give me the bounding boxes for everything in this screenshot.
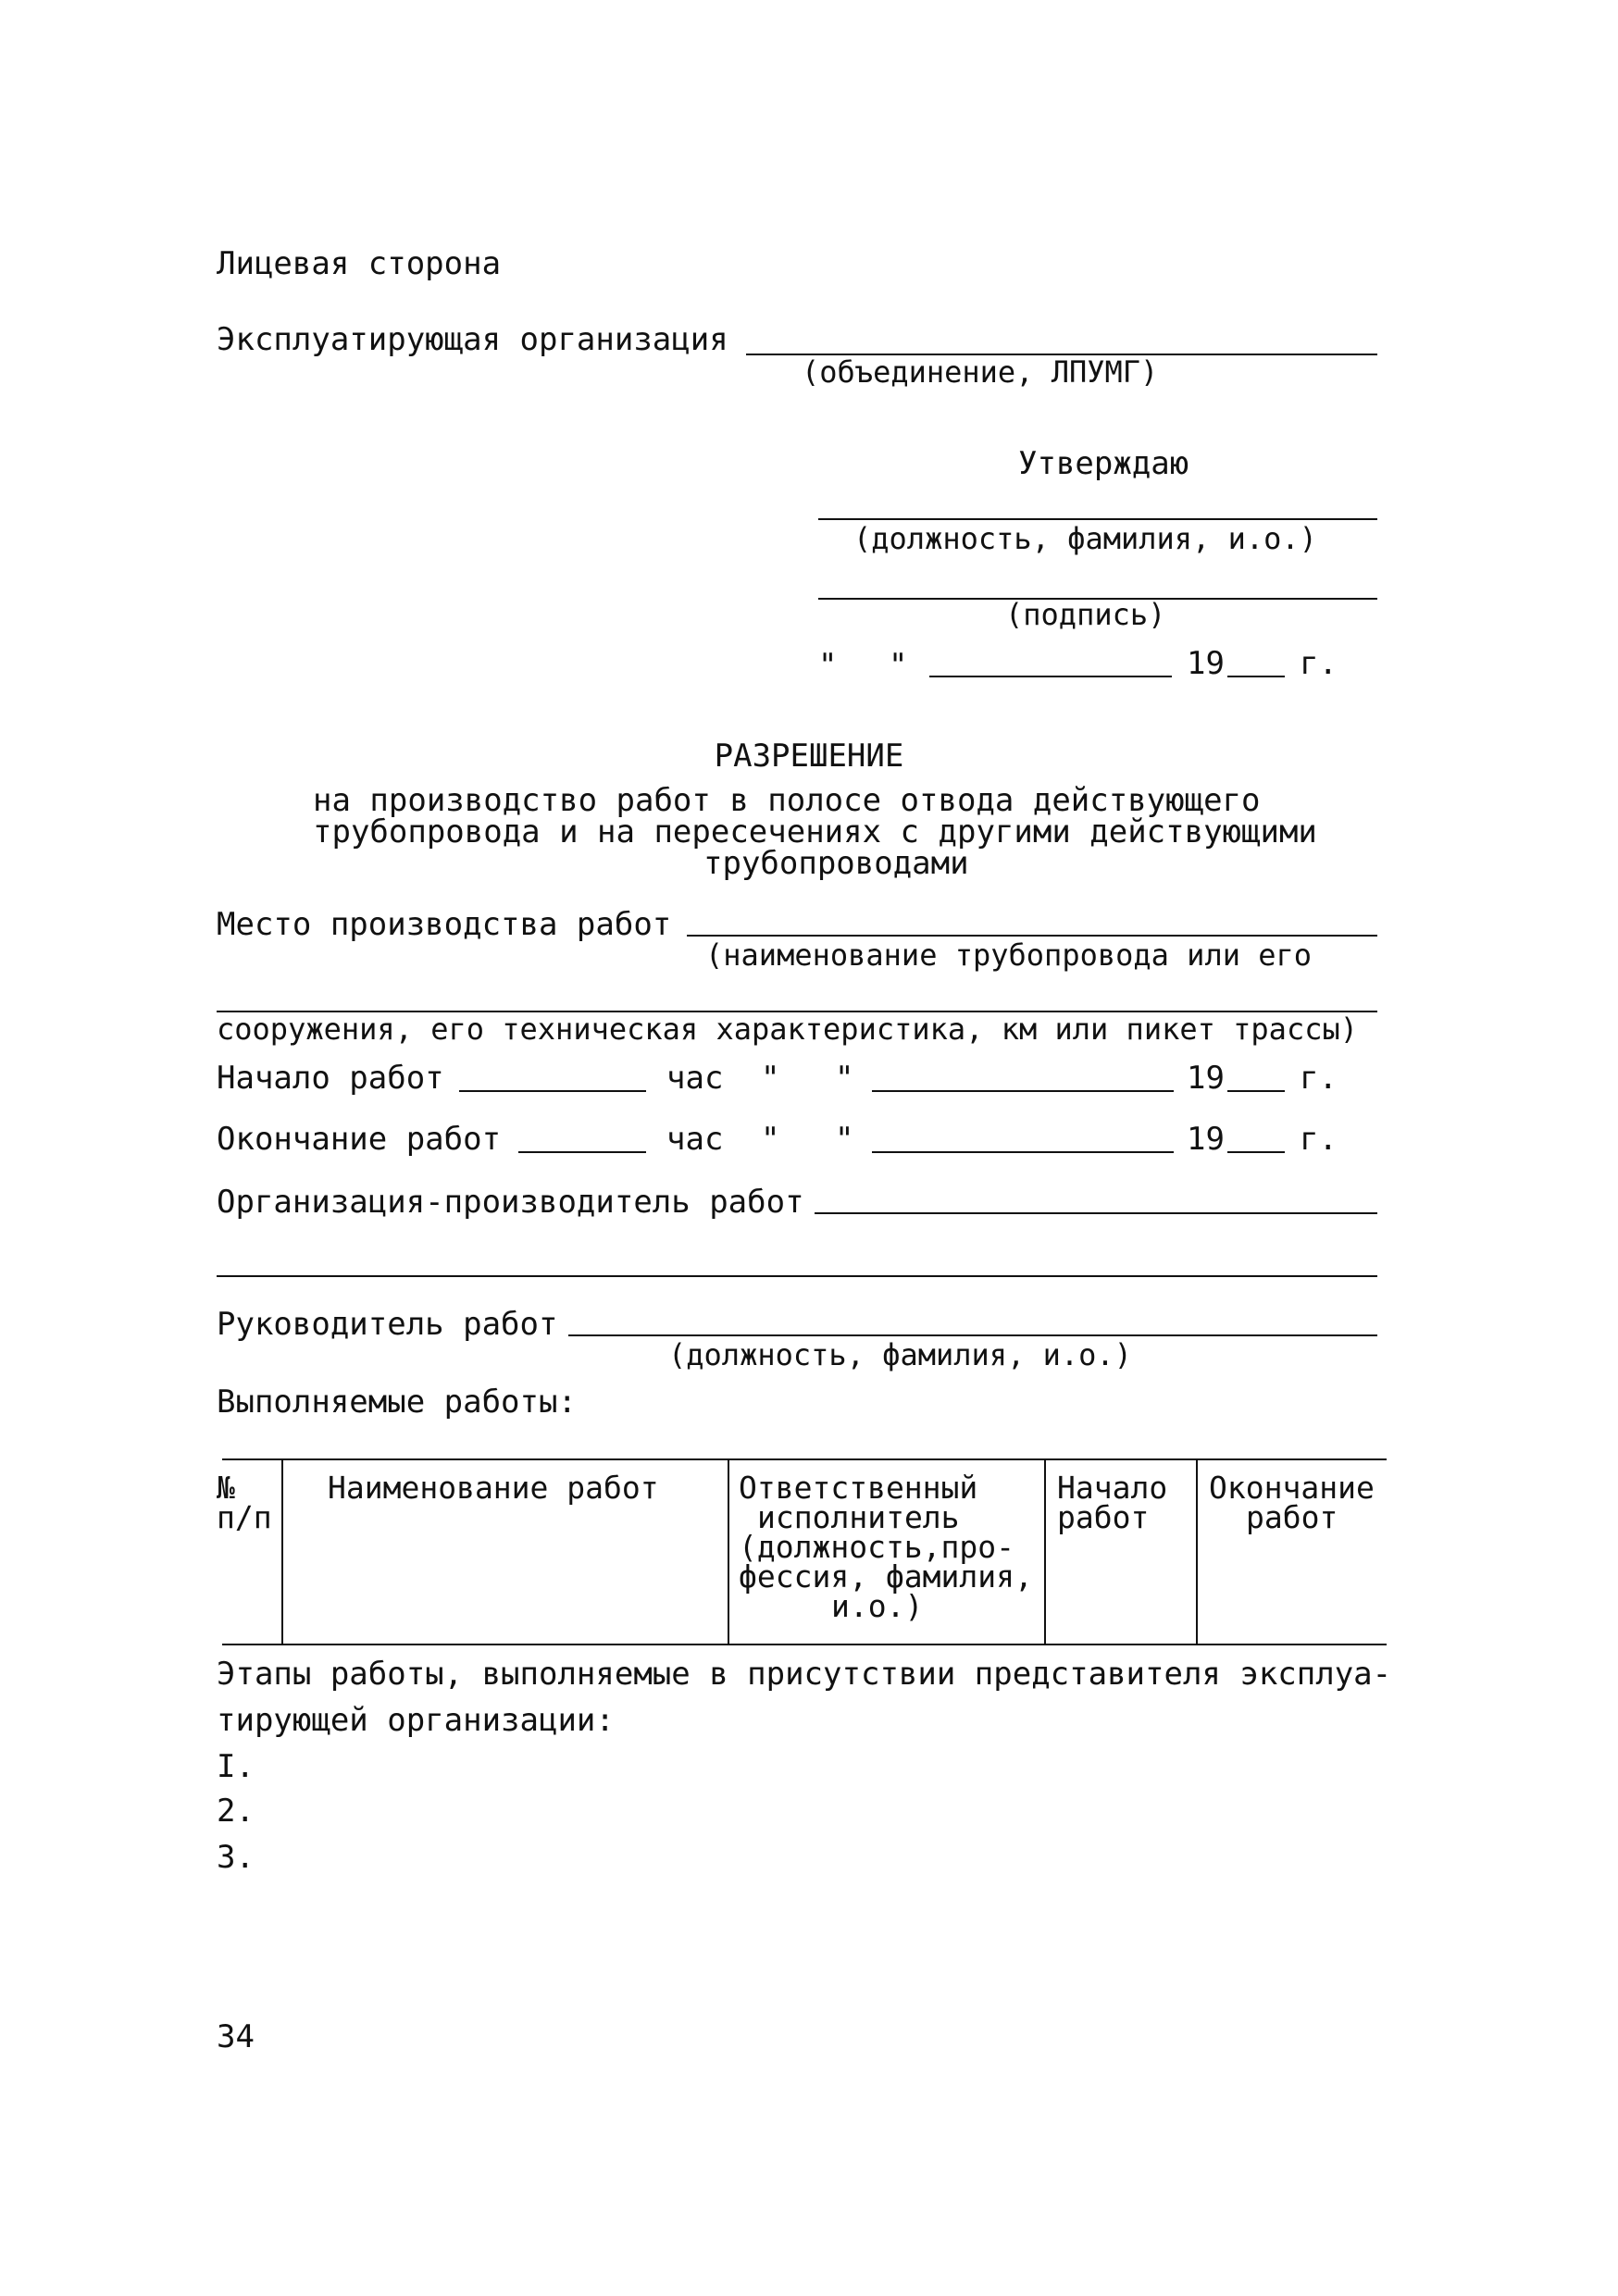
table-bottom-rule	[222, 1644, 1387, 1645]
stages-text-line2: тирующей организации:	[217, 1702, 615, 1739]
col-name-header: Наименование работ	[328, 1470, 659, 1506]
side-label: Лицевая сторона	[217, 245, 502, 282]
approver-position-caption: (должность, фамилия, и.о.)	[853, 521, 1317, 556]
start-hour-label: час	[666, 1060, 724, 1097]
page-number: 34	[217, 2018, 255, 2055]
place-field[interactable]	[687, 935, 1377, 937]
approve-quote-open: "	[818, 647, 838, 684]
table-col-divider	[728, 1458, 729, 1644]
end-date-field[interactable]	[872, 1151, 1174, 1153]
approve-quote-close: "	[889, 647, 908, 684]
approver-signature-caption: (подпись)	[1005, 597, 1166, 632]
approve-year-field[interactable]	[1227, 676, 1285, 677]
stage-item: I.	[217, 1748, 255, 1785]
approve-year-suffix: г.	[1300, 645, 1338, 682]
end-label: Окончание работ	[217, 1121, 502, 1158]
col-resp-header-1: Ответственный	[739, 1470, 978, 1506]
document-subtitle-line1: на производство работ в полосе отвода действующего	[313, 782, 1261, 819]
table-top-rule	[222, 1458, 1387, 1460]
producer-field[interactable]	[815, 1212, 1377, 1214]
stages-text-line1: Этапы работы, выполняемые в присутствии представителя эксплуа-	[217, 1656, 1392, 1693]
col-start-header-2: работ	[1057, 1499, 1150, 1535]
start-hour-field[interactable]	[459, 1090, 646, 1092]
producer-field-line2[interactable]	[217, 1275, 1377, 1277]
stage-item: 3.	[217, 1839, 255, 1876]
col-num-header-2: п/п	[217, 1499, 272, 1535]
col-resp-header-5: и.о.)	[831, 1588, 924, 1624]
col-resp-header-3: (должность,про-	[739, 1529, 1015, 1565]
end-year-suffix: г.	[1300, 1121, 1338, 1158]
end-year-field[interactable]	[1227, 1151, 1285, 1153]
table-col-divider	[1196, 1458, 1198, 1644]
col-start-header-1: Начало	[1057, 1470, 1168, 1506]
col-num-header-1: №	[217, 1470, 235, 1506]
approver-position-field[interactable]	[818, 518, 1377, 520]
approve-year-prefix: 19	[1187, 645, 1225, 682]
stage-item: 2.	[217, 1793, 255, 1830]
table-col-divider	[1044, 1458, 1046, 1644]
table-col-divider	[281, 1458, 283, 1644]
start-year-field[interactable]	[1227, 1090, 1285, 1092]
works-label: Выполняемые работы:	[217, 1384, 577, 1421]
col-resp-header-2: исполнитель	[757, 1499, 960, 1535]
document-subtitle-line2: трубопровода и на пересечениях с другими действующими	[313, 813, 1317, 850]
col-end-header-2: работ	[1246, 1499, 1338, 1535]
operator-org-label: Эксплуатирующая организация	[217, 321, 728, 358]
place-caption-line2: сооружения, его техническая характеристика, км или пикет трассы)	[217, 1011, 1358, 1047]
end-quote-open: "	[761, 1121, 780, 1158]
start-label: Начало работ	[217, 1060, 444, 1097]
operator-org-caption: (объединение, ЛПУМГ)	[802, 354, 1159, 390]
end-quote-close: "	[835, 1121, 854, 1158]
end-year-prefix: 19	[1187, 1121, 1225, 1158]
document-subtitle-line3: трубопроводами	[703, 845, 969, 882]
manager-caption: (должность, фамилия, и.о.)	[668, 1337, 1132, 1372]
approve-title: Утверждаю	[1018, 445, 1189, 482]
manager-label: Руководитель работ	[217, 1306, 558, 1343]
manager-field[interactable]	[568, 1334, 1377, 1336]
start-year-suffix: г.	[1300, 1060, 1338, 1097]
start-year-prefix: 19	[1187, 1060, 1225, 1097]
col-end-header-1: Окончание	[1209, 1470, 1375, 1506]
end-hour-label: час	[666, 1121, 724, 1158]
start-quote-close: "	[835, 1060, 854, 1097]
document-title: РАЗРЕШЕНИЕ	[714, 738, 904, 775]
place-label: Место производства работ	[217, 906, 672, 943]
start-quote-open: "	[761, 1060, 780, 1097]
approve-date-field[interactable]	[929, 676, 1172, 677]
producer-label: Организация-производитель работ	[217, 1184, 804, 1221]
col-resp-header-4: фессия, фамилия,	[739, 1558, 1033, 1595]
start-date-field[interactable]	[872, 1090, 1174, 1092]
end-hour-field[interactable]	[518, 1151, 646, 1153]
place-caption-line1: (наименование трубопровода или его	[705, 937, 1313, 973]
